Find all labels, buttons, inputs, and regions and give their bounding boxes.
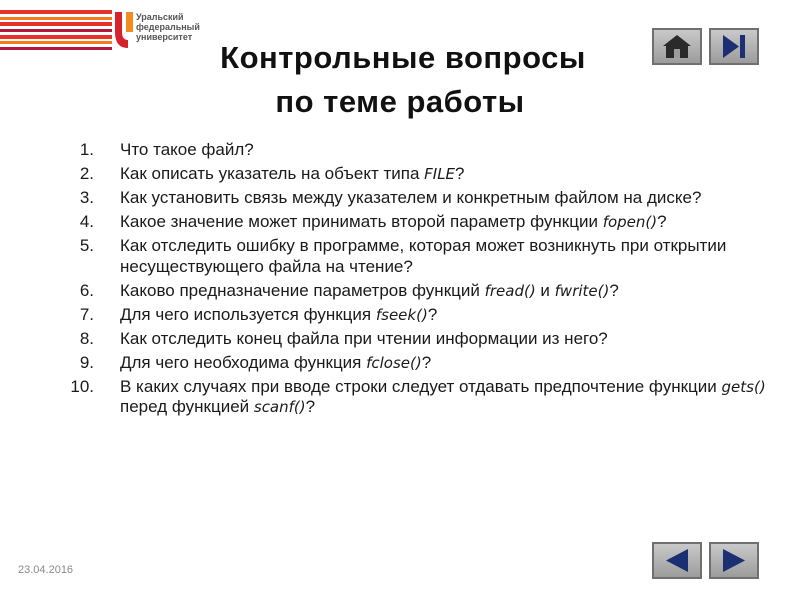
question-text-part: Как отследить ошибку в программе, которая может возникнуть при открытии несуществующего файла на чтение? — [120, 236, 727, 276]
question-number: 9. — [79, 352, 94, 372]
question-number: 4. — [79, 212, 94, 231]
question-text — [120, 305, 437, 324]
code-identifier: fseek() — [375, 305, 428, 324]
previous-slide-icon — [654, 544, 700, 577]
question-text — [120, 329, 608, 348]
question-number: 3. — [79, 188, 94, 207]
question-number: 10. — [70, 376, 94, 396]
last-slide-button[interactable] — [709, 28, 759, 65]
question-item — [66, 377, 766, 418]
question-text — [120, 236, 726, 276]
question-text-part: ? — [657, 212, 667, 231]
question-text-part: Какое значение может принимать второй параметр функции — [120, 212, 603, 231]
question-text — [120, 377, 766, 417]
question-item — [66, 164, 766, 185]
question-text-part: перед функцией — [120, 397, 254, 416]
question-item — [66, 236, 766, 277]
slide-date: 23.04.2016 — [18, 564, 74, 576]
question-item — [66, 305, 766, 326]
question-text-part: ? — [421, 352, 432, 372]
previous-slide-button[interactable] — [652, 542, 702, 579]
code-identifier: gets() — [721, 377, 766, 396]
question-text-part: ? — [305, 397, 316, 416]
question-number: 8. — [79, 328, 94, 348]
question-text-part: ? — [609, 280, 619, 300]
home-icon — [654, 30, 700, 63]
title-line-1: Контрольные вопросы — [220, 40, 586, 75]
question-number: 2. — [79, 164, 94, 183]
question-number: 6. — [79, 280, 94, 300]
code-identifier: FILE — [424, 165, 456, 183]
question-text-part: Что такое файл? — [120, 140, 254, 159]
question-text — [120, 140, 254, 159]
question-item — [66, 212, 766, 233]
question-text-part: В каких случаях при вводе строки следует отдавать предпочтение функции — [120, 376, 722, 396]
code-identifier: scanf() — [253, 398, 306, 416]
question-text-part: Для чего используется функция — [120, 304, 376, 324]
question-item — [66, 353, 766, 374]
question-text — [120, 188, 701, 207]
question-text-part: Как установить связь между указателем и конкретным файлом на диске? — [120, 188, 702, 207]
question-text-part: Как описать указатель на объект типа — [120, 164, 425, 183]
title-line-2: по теме работы — [275, 84, 525, 119]
next-slide-icon — [711, 544, 757, 577]
question-text-part: ? — [427, 304, 438, 324]
skip-to-end-icon — [711, 30, 757, 63]
question-number: 1. — [79, 140, 94, 159]
university-logo-text: Уральский федеральный университет — [136, 12, 200, 42]
question-number: 7. — [79, 304, 94, 324]
question-item — [66, 329, 766, 350]
question-text — [120, 353, 431, 372]
question-item — [66, 188, 766, 209]
home-button[interactable] — [652, 28, 702, 65]
question-text-part: Для чего необходима функция — [120, 352, 367, 372]
question-text-part: Каково предназначение параметров функций — [120, 280, 485, 300]
code-identifier: fopen() — [602, 213, 658, 231]
question-item — [66, 281, 766, 302]
question-text-part: Как отследить конец файла при чтении информации из него? — [120, 328, 608, 348]
questions-list — [66, 140, 766, 421]
question-text-part: и — [535, 280, 555, 300]
code-identifier: fread() — [484, 281, 536, 300]
question-text — [120, 281, 619, 300]
question-text — [120, 164, 465, 183]
question-text — [120, 212, 667, 231]
next-slide-button[interactable] — [709, 542, 759, 579]
question-number: 5. — [79, 236, 94, 255]
code-identifier: fwrite() — [554, 281, 610, 300]
code-identifier: fclose() — [366, 353, 422, 372]
question-text-part: ? — [455, 164, 465, 183]
question-item — [66, 140, 766, 161]
